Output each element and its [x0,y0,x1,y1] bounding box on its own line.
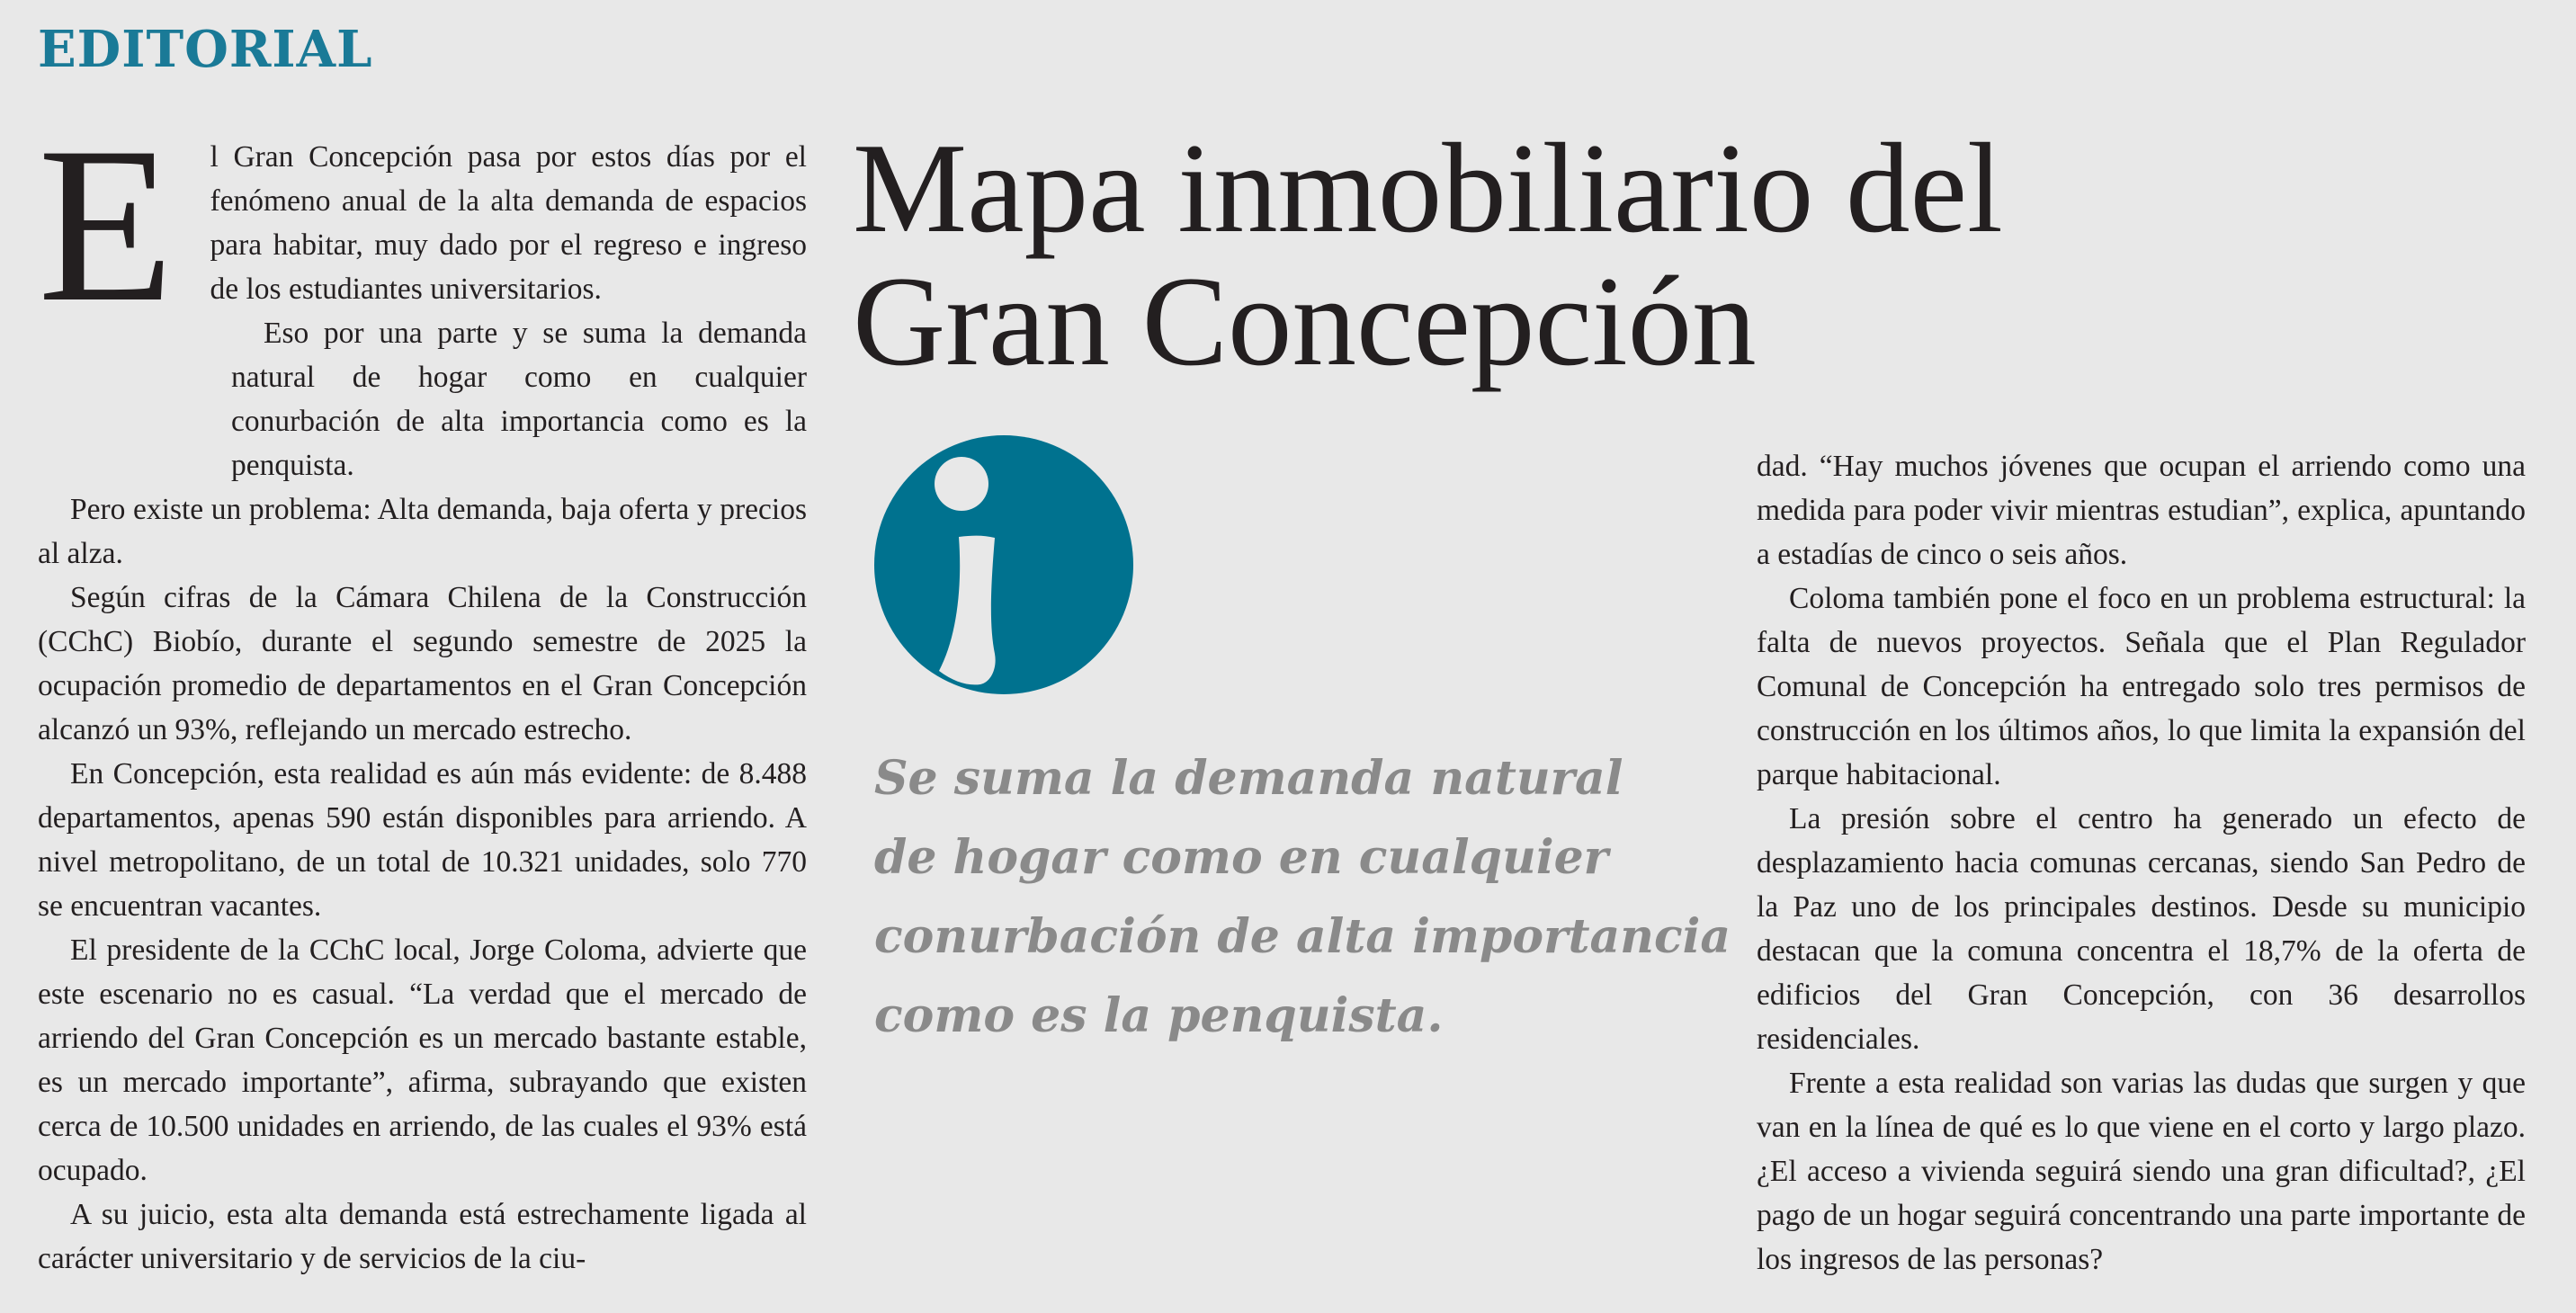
section-label: EDITORIAL [38,20,373,79]
body-paragraph: Eso por una parte y se suma la demanda natural de hogar como en cualquier conurbación de alta importancia como es la penquista. [231,317,807,482]
pull-quote-line: conurbación de alta importancia [874,909,1731,964]
pull-quote [874,739,1731,1056]
pull-quote-line: como es la penquista. [874,988,1444,1043]
right-column [1757,444,2526,1282]
drop-cap: E [38,101,174,348]
body-paragraph: Coloma también pone el foco en un problema estructural: la falta de nuevos proyectos. Señala que el Plan Regulador Comunal de Concepción ha entregado solo tres permisos de construcción en los últimos años, lo que limita la expansión del parque habitacional. [1757,582,2526,791]
pull-quote-line: Se suma la demanda natural [874,751,1623,806]
left-column [38,101,807,1281]
lead-paragraph: l Gran Concepción pasa por estos días por el fenómeno anual de la alta demanda de espacios para habitar, muy dado por el regreso e ingreso de los estudiantes universitarios. [210,140,807,306]
pull-quote-line: de hogar como en cualquier [874,830,1609,885]
info-icon-circle [874,435,1133,694]
continuation-paragraph: dad. “Hay muchos jóvenes que ocupan el arriendo como una medida para poder vivir mientras estudian”, explica, apuntando a estadías de cinco o seis años. [1757,450,2526,571]
body-paragraph: La presión sobre el centro ha generado un efecto de desplazamiento hacia comunas cercanas, siendo San Pedro de la Paz uno de los principales destinos. Desde su municipio destacan que la comuna concentra el 18,7% de la oferta de edificios del Gran Concepción, con 36 desarrollos residenciales. [1757,802,2526,1056]
body-paragraph: En Concepción, esta realidad es aún más evidente: de 8.488 departamentos, apenas 590 están disponibles para arriendo. A nivel metropolitano, de un total de 10.321 unidades, solo 770 se encuentran vacantes. [38,757,807,923]
info-icon [872,433,1135,696]
headline-line: Gran Concepción [853,250,1757,392]
info-icon-dot [935,457,988,511]
headline-line: Mapa inmobiliario del [853,117,2003,259]
body-paragraph: Según cifras de la Cámara Chilena de la Construcción (CChC) Biobío, durante el segundo semestre de 2025 la ocupación promedio de departamentos en el Gran Concepción alcanzó un 93%, reflejando un mercado estrecho. [38,581,807,746]
body-paragraph: El presidente de la CChC local, Jorge Coloma, advierte que este escenario no es casual. “La verdad que el mercado de arriendo del Gran Concepción es un mercado bastante estable, es un mercado importante”, afirma, subrayando que existen cerca de 10.500 unidades en arriendo, de las cuales el 93% está ocupado. [38,933,807,1187]
body-paragraph: A su juicio, esta alta demanda está estrechamente ligada al carácter universitario y de servicios de la ciu- [38,1198,807,1275]
headline [853,117,2022,392]
body-paragraph: Pero existe un problema: Alta demanda, baja oferta y precios al alza. [38,493,807,570]
body-paragraph: Frente a esta realidad son varias las dudas que surgen y que van en la línea de qué es lo que viene en el corto y largo plazo. ¿El acceso a vivienda seguirá siendo una gran dificultad?, ¿El pago de un hogar seguirá concentrando una parte importante de los ingresos de las personas? [1757,1067,2526,1276]
